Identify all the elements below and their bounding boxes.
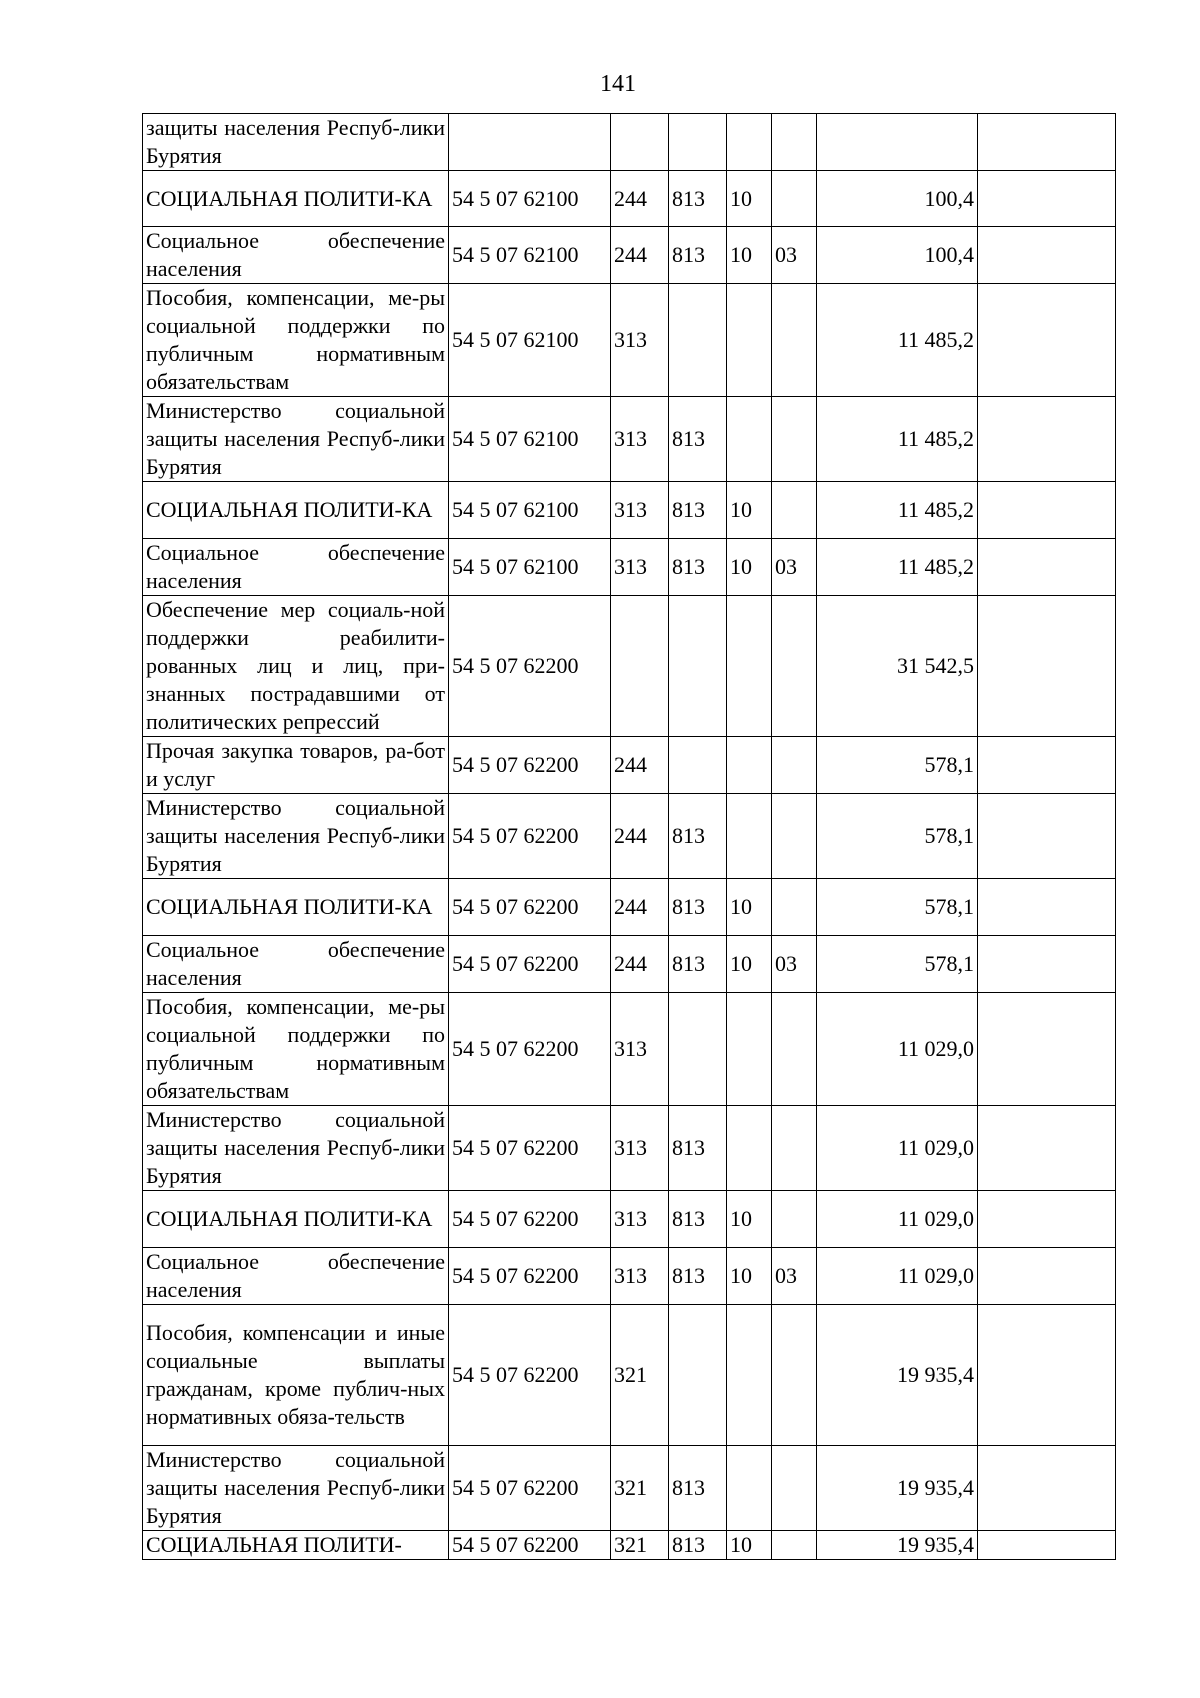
row-expense-type: 321 xyxy=(611,1446,669,1531)
row-name: Министерство социальной защиты населения Респуб-лики Бурятия xyxy=(143,1106,449,1191)
row-name: Пособия, компенсации, ме-ры социальной поддержки по публичным нормативным обязательствам xyxy=(143,993,449,1106)
row-department: 813 xyxy=(669,482,727,539)
row-name: СОЦИАЛЬНАЯ ПОЛИТИ-КА xyxy=(143,1191,449,1248)
row-extra xyxy=(978,171,1116,227)
row-expense-type: 244 xyxy=(611,794,669,879)
row-department xyxy=(669,737,727,794)
row-section xyxy=(727,993,772,1106)
row-extra xyxy=(978,1248,1116,1305)
row-target-code: 54 5 07 62200 xyxy=(449,794,611,879)
row-department: 813 xyxy=(669,1248,727,1305)
row-subsection xyxy=(772,1106,817,1191)
row-subsection xyxy=(772,1446,817,1531)
row-department xyxy=(669,596,727,737)
row-extra xyxy=(978,482,1116,539)
row-expense-type: 313 xyxy=(611,993,669,1106)
row-subsection: 03 xyxy=(772,227,817,284)
row-department: 813 xyxy=(669,1446,727,1531)
table-row xyxy=(143,227,1116,284)
row-section xyxy=(727,397,772,482)
table-row xyxy=(143,114,1116,171)
row-subsection: 03 xyxy=(772,936,817,993)
row-subsection xyxy=(772,993,817,1106)
row-target-code: 54 5 07 62200 xyxy=(449,1305,611,1446)
row-target-code: 54 5 07 62200 xyxy=(449,1531,611,1560)
row-extra xyxy=(978,737,1116,794)
page-number: 141 xyxy=(600,71,636,97)
row-extra xyxy=(978,879,1116,936)
row-name: Министерство социальной защиты населения Респуб-лики Бурятия xyxy=(143,794,449,879)
row-department xyxy=(669,1305,727,1446)
row-extra xyxy=(978,114,1116,171)
row-expense-type: 313 xyxy=(611,284,669,397)
row-extra xyxy=(978,1446,1116,1531)
row-department: 813 xyxy=(669,794,727,879)
row-target-code: 54 5 07 62200 xyxy=(449,1191,611,1248)
row-section xyxy=(727,284,772,397)
row-extra xyxy=(978,284,1116,397)
row-section: 10 xyxy=(727,482,772,539)
row-name: Министерство социальной защиты населения Респуб-лики Бурятия xyxy=(143,397,449,482)
table-row xyxy=(143,879,1116,936)
row-subsection xyxy=(772,794,817,879)
row-subsection xyxy=(772,1191,817,1248)
row-extra xyxy=(978,539,1116,596)
row-amount: 578,1 xyxy=(817,936,978,993)
row-target-code: 54 5 07 62100 xyxy=(449,482,611,539)
row-expense-type: 321 xyxy=(611,1531,669,1560)
table-row xyxy=(143,1248,1116,1305)
row-department xyxy=(669,284,727,397)
row-name: Прочая закупка товаров, ра-бот и услуг xyxy=(143,737,449,794)
row-expense-type: 313 xyxy=(611,1191,669,1248)
row-amount: 11 485,2 xyxy=(817,482,978,539)
row-target-code: 54 5 07 62200 xyxy=(449,879,611,936)
row-expense-type: 313 xyxy=(611,1248,669,1305)
row-amount: 11 485,2 xyxy=(817,397,978,482)
row-amount: 11 029,0 xyxy=(817,1106,978,1191)
row-amount: 100,4 xyxy=(817,227,978,284)
table-row xyxy=(143,171,1116,227)
budget-table xyxy=(142,113,1116,1560)
table-row xyxy=(143,539,1116,596)
row-subsection xyxy=(772,482,817,539)
row-target-code: 54 5 07 62200 xyxy=(449,1106,611,1191)
row-department: 813 xyxy=(669,1531,727,1560)
row-name: Социальное обеспечение населения xyxy=(143,539,449,596)
row-amount: 100,4 xyxy=(817,171,978,227)
table-row xyxy=(143,1191,1116,1248)
row-extra xyxy=(978,596,1116,737)
row-amount: 19 935,4 xyxy=(817,1446,978,1531)
table-row xyxy=(143,737,1116,794)
row-subsection xyxy=(772,879,817,936)
row-expense-type xyxy=(611,114,669,171)
row-name: Социальное обеспечение населения xyxy=(143,227,449,284)
row-name: Министерство социальной защиты населения Респуб-лики Бурятия xyxy=(143,1446,449,1531)
row-department: 813 xyxy=(669,1106,727,1191)
row-department xyxy=(669,993,727,1106)
row-extra xyxy=(978,227,1116,284)
row-amount: 19 935,4 xyxy=(817,1531,978,1560)
row-subsection xyxy=(772,114,817,171)
row-target-code: 54 5 07 62100 xyxy=(449,171,611,227)
row-expense-type: 313 xyxy=(611,539,669,596)
row-target-code: 54 5 07 62200 xyxy=(449,1446,611,1531)
row-target-code: 54 5 07 62200 xyxy=(449,737,611,794)
row-target-code: 54 5 07 62100 xyxy=(449,397,611,482)
row-expense-type xyxy=(611,596,669,737)
row-target-code: 54 5 07 62200 xyxy=(449,596,611,737)
row-section xyxy=(727,737,772,794)
row-subsection xyxy=(772,397,817,482)
row-subsection: 03 xyxy=(772,1248,817,1305)
row-amount: 11 029,0 xyxy=(817,1248,978,1305)
row-amount: 578,1 xyxy=(817,737,978,794)
row-subsection xyxy=(772,284,817,397)
row-amount: 19 935,4 xyxy=(817,1305,978,1446)
row-amount: 31 542,5 xyxy=(817,596,978,737)
table-row xyxy=(143,596,1116,737)
row-section: 10 xyxy=(727,227,772,284)
row-expense-type: 244 xyxy=(611,737,669,794)
row-expense-type: 313 xyxy=(611,397,669,482)
row-department: 813 xyxy=(669,936,727,993)
row-section: 10 xyxy=(727,1248,772,1305)
row-name: СОЦИАЛЬНАЯ ПОЛИТИ-КА xyxy=(143,171,449,227)
row-department: 813 xyxy=(669,227,727,284)
row-amount: 578,1 xyxy=(817,879,978,936)
row-department: 813 xyxy=(669,1191,727,1248)
row-expense-type: 244 xyxy=(611,171,669,227)
row-subsection xyxy=(772,1531,817,1560)
row-section xyxy=(727,1106,772,1191)
row-subsection: 03 xyxy=(772,539,817,596)
table-row xyxy=(143,284,1116,397)
row-amount: 11 029,0 xyxy=(817,1191,978,1248)
row-expense-type: 321 xyxy=(611,1305,669,1446)
row-section xyxy=(727,794,772,879)
row-name: Пособия, компенсации, ме-ры социальной поддержки по публичным нормативным обязательствам xyxy=(143,284,449,397)
table-row xyxy=(143,936,1116,993)
row-expense-type: 244 xyxy=(611,879,669,936)
row-name: Социальное обеспечение населения xyxy=(143,1248,449,1305)
table-row xyxy=(143,1305,1116,1446)
row-name: СОЦИАЛЬНАЯ ПОЛИТИ-КА xyxy=(143,482,449,539)
row-expense-type: 313 xyxy=(611,1106,669,1191)
row-amount: 11 485,2 xyxy=(817,284,978,397)
table-row xyxy=(143,1531,1116,1560)
row-target-code xyxy=(449,114,611,171)
row-department: 813 xyxy=(669,879,727,936)
table-row xyxy=(143,794,1116,879)
row-amount: 11 485,2 xyxy=(817,539,978,596)
row-target-code: 54 5 07 62100 xyxy=(449,539,611,596)
row-extra xyxy=(978,1191,1116,1248)
row-section: 10 xyxy=(727,936,772,993)
row-subsection xyxy=(772,1305,817,1446)
row-expense-type: 244 xyxy=(611,936,669,993)
row-name: Социальное обеспечение населения xyxy=(143,936,449,993)
row-amount: 11 029,0 xyxy=(817,993,978,1106)
table-row xyxy=(143,993,1116,1106)
row-target-code: 54 5 07 62200 xyxy=(449,936,611,993)
row-section: 10 xyxy=(727,1531,772,1560)
table-body xyxy=(143,114,1116,1560)
row-department: 813 xyxy=(669,539,727,596)
row-expense-type: 313 xyxy=(611,482,669,539)
row-department: 813 xyxy=(669,397,727,482)
row-extra xyxy=(978,936,1116,993)
row-name: Обеспечение мер социаль-ной поддержки реабилити-рованных лиц и лиц, при-знанных пострадавшими от политических репрессий xyxy=(143,596,449,737)
table-row xyxy=(143,1446,1116,1531)
row-section: 10 xyxy=(727,171,772,227)
row-subsection xyxy=(772,737,817,794)
row-extra xyxy=(978,397,1116,482)
row-department: 813 xyxy=(669,171,727,227)
row-extra xyxy=(978,794,1116,879)
row-name: СОЦИАЛЬНАЯ ПОЛИТИ- xyxy=(143,1531,449,1560)
row-section xyxy=(727,114,772,171)
row-name: Пособия, компенсации и иные социальные выплаты гражданам, кроме публич-ных нормативных обяза-тельств xyxy=(143,1305,449,1446)
row-subsection xyxy=(772,596,817,737)
row-extra xyxy=(978,1106,1116,1191)
row-subsection xyxy=(772,171,817,227)
row-amount xyxy=(817,114,978,171)
row-target-code: 54 5 07 62100 xyxy=(449,227,611,284)
row-expense-type: 244 xyxy=(611,227,669,284)
row-extra xyxy=(978,1305,1116,1446)
row-target-code: 54 5 07 62100 xyxy=(449,284,611,397)
row-extra xyxy=(978,993,1116,1106)
table-row xyxy=(143,397,1116,482)
row-name: защиты населения Респуб-лики Бурятия xyxy=(143,114,449,171)
row-name: СОЦИАЛЬНАЯ ПОЛИТИ-КА xyxy=(143,879,449,936)
row-section: 10 xyxy=(727,1191,772,1248)
row-section: 10 xyxy=(727,539,772,596)
row-target-code: 54 5 07 62200 xyxy=(449,1248,611,1305)
row-section: 10 xyxy=(727,879,772,936)
row-section xyxy=(727,1305,772,1446)
row-section xyxy=(727,596,772,737)
row-target-code: 54 5 07 62200 xyxy=(449,993,611,1106)
row-amount: 578,1 xyxy=(817,794,978,879)
table-row xyxy=(143,1106,1116,1191)
row-section xyxy=(727,1446,772,1531)
table-row xyxy=(143,482,1116,539)
row-extra xyxy=(978,1531,1116,1560)
row-department xyxy=(669,114,727,171)
